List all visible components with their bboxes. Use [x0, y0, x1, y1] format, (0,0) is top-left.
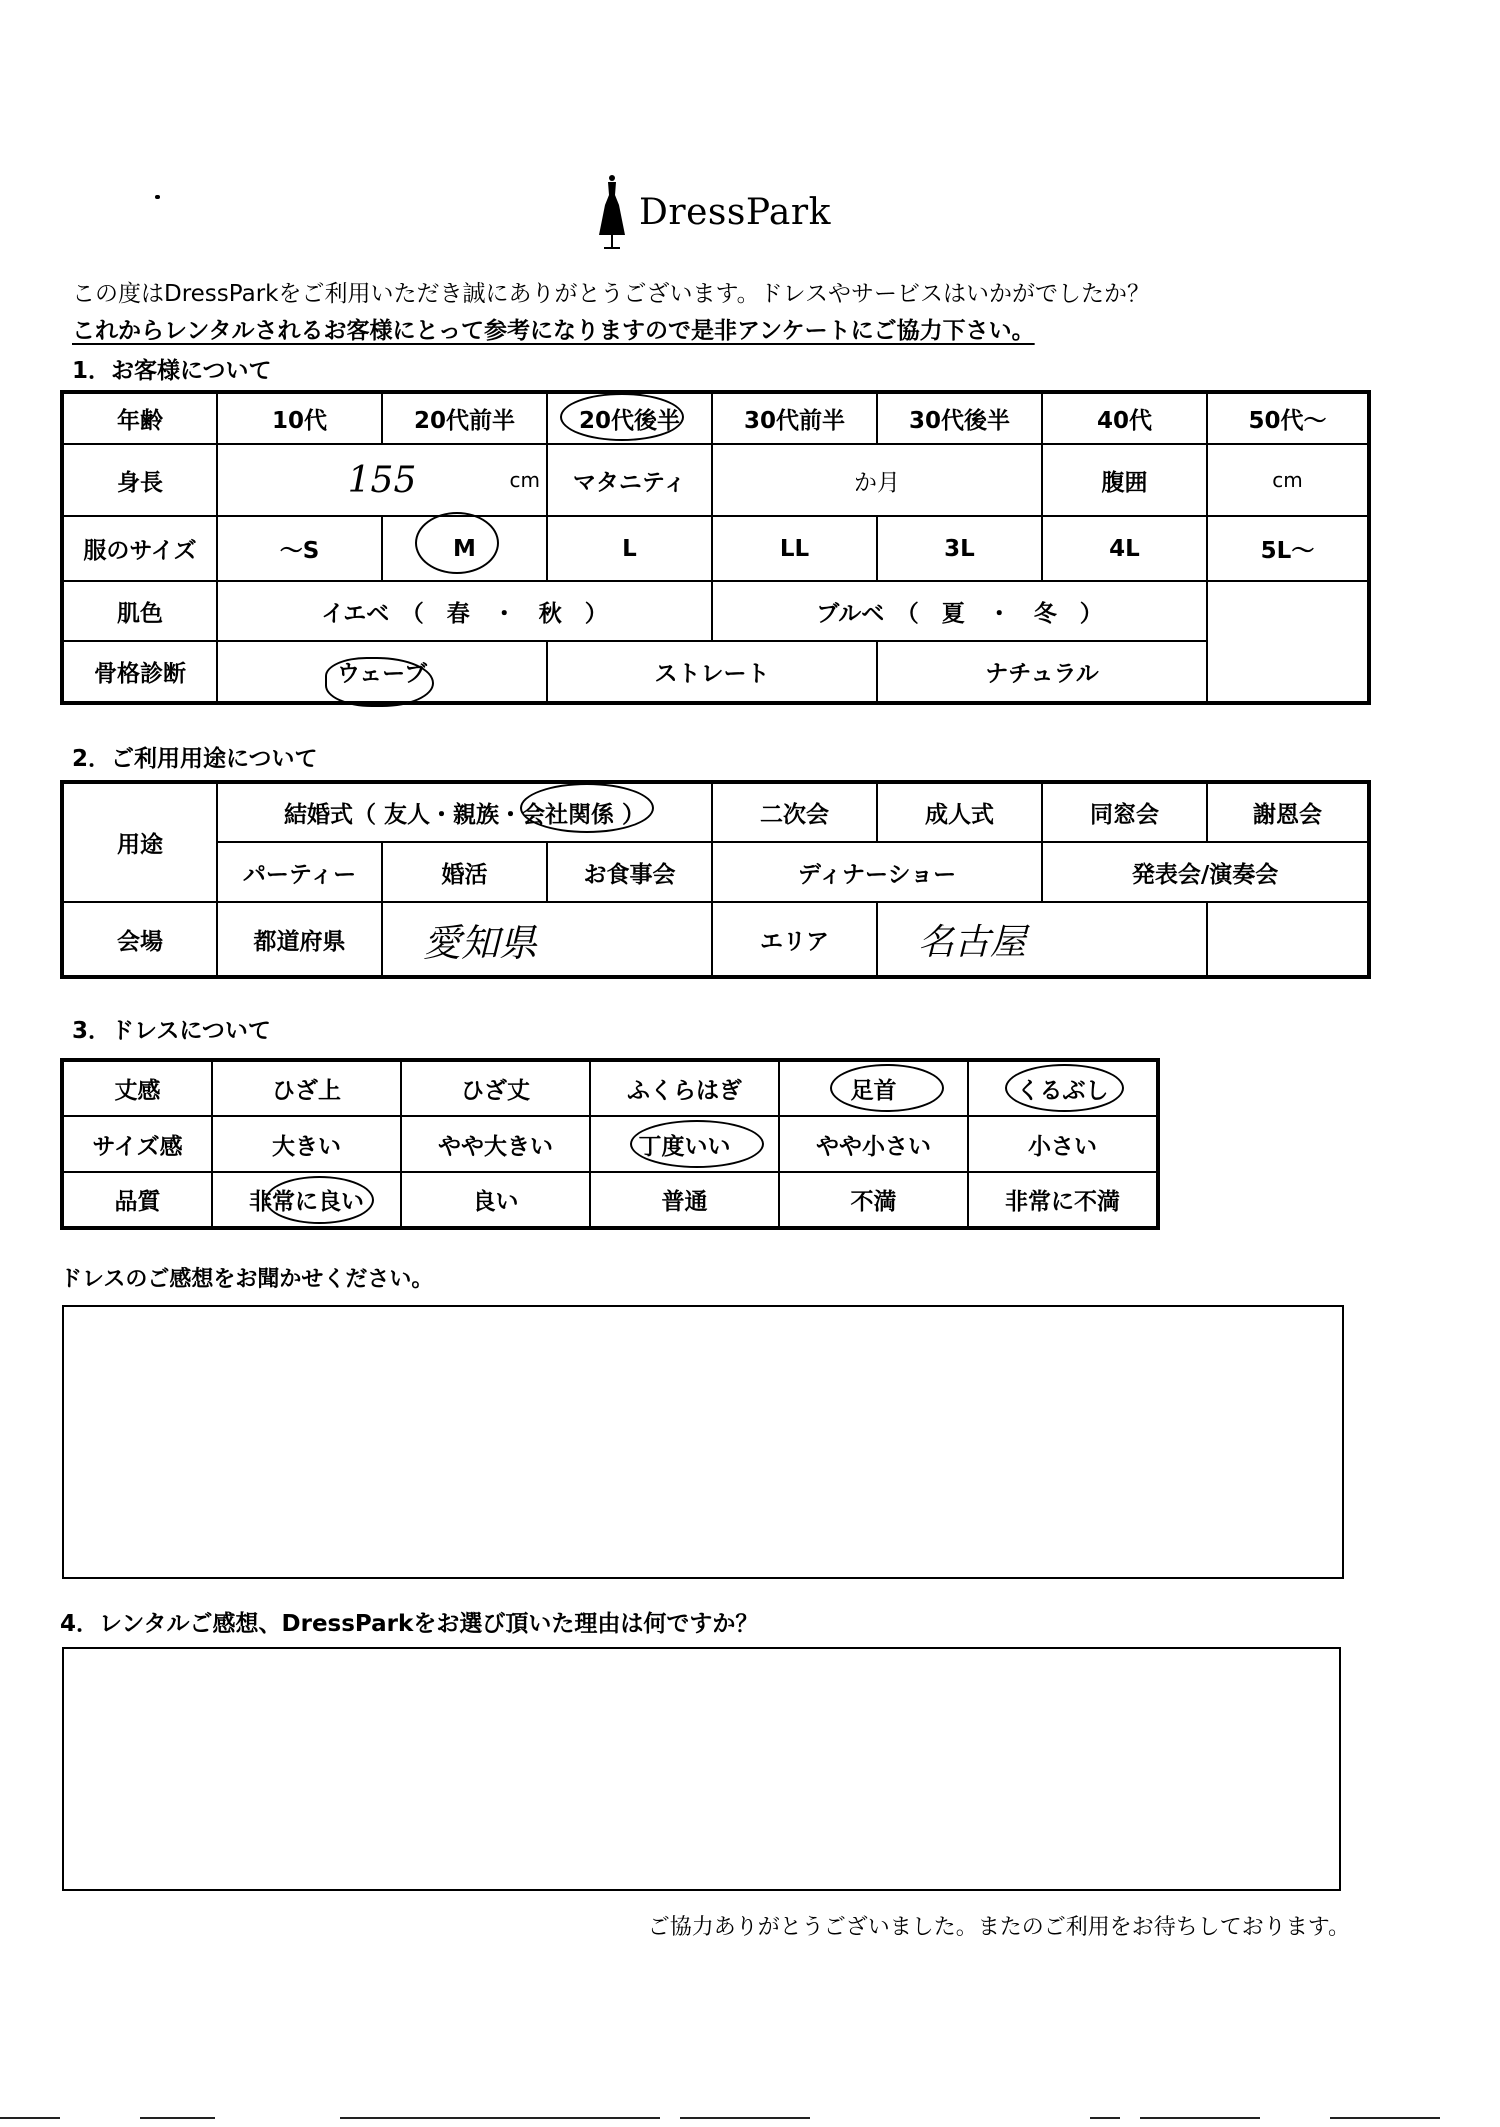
customer-table [60, 390, 1371, 705]
section1-title: 1．お客様について [72, 358, 272, 384]
purpose-option[interactable]: 謝恩会 [1207, 782, 1369, 842]
section2-title: 2．ご利用用途について [72, 746, 318, 772]
frame-option-selected[interactable]: ウェーブ [217, 641, 547, 703]
length-label: 丈感 [62, 1060, 212, 1116]
height-unit: cm [509, 468, 540, 492]
area-field[interactable] [877, 902, 1207, 977]
fit-option-selected[interactable]: 丁度いい [590, 1116, 779, 1172]
empty-cell [1207, 641, 1369, 703]
maternity-label: マタニティ [547, 444, 712, 516]
fit-option[interactable]: やや大きい [401, 1116, 590, 1172]
maternity-unit: か月 [854, 469, 900, 496]
size-option[interactable]: 3L [877, 516, 1042, 581]
scan-speck [155, 195, 160, 199]
waist-label: 腹囲 [1042, 444, 1207, 516]
section3-title: 3．ドレスについて [72, 1018, 271, 1044]
frame-option[interactable]: ストレート [547, 641, 877, 703]
reason-comment-box[interactable] [62, 1647, 1341, 1891]
wedding-option[interactable]: 結婚式（ 友人・親族・会社関係 ） [217, 782, 712, 842]
age-label: 年齢 [62, 392, 217, 444]
length-option[interactable]: ひざ上 [212, 1060, 401, 1116]
height-value: 155 [347, 459, 417, 501]
area-label: エリア [712, 902, 877, 977]
skin-blue-option[interactable]: ブルベ （ 夏 ・ 冬 ） [712, 581, 1207, 641]
prefecture-value: 愛知県 [423, 920, 538, 965]
age-option[interactable]: 50代～ [1207, 392, 1369, 444]
size-option[interactable]: LL [712, 516, 877, 581]
height-label: 身長 [62, 444, 217, 516]
maternity-field[interactable] [712, 444, 1042, 516]
age-option[interactable]: 10代 [217, 392, 382, 444]
quality-option[interactable]: 非常に不満 [968, 1172, 1158, 1228]
age-option[interactable]: 30代後半 [877, 392, 1042, 444]
size-option[interactable]: L [547, 516, 712, 581]
dress-table [60, 1058, 1160, 1230]
waist-unit: cm [1272, 468, 1303, 492]
size-option[interactable]: ～S [217, 516, 382, 581]
quality-option-selected[interactable]: 非常に良い [212, 1172, 401, 1228]
purpose-option[interactable]: パーティー [217, 842, 382, 902]
waist-field[interactable] [1207, 444, 1369, 516]
size-option[interactable]: 4L [1042, 516, 1207, 581]
purpose-option[interactable]: 発表会/演奏会 [1042, 842, 1369, 902]
size-option[interactable]: 5L～ [1207, 516, 1369, 581]
height-field[interactable] [217, 444, 547, 516]
scan-artifact [0, 2117, 60, 2119]
prefecture-field[interactable] [382, 902, 712, 977]
frame-option[interactable]: ナチュラル [877, 641, 1207, 703]
empty-cell [1207, 581, 1369, 641]
age-option[interactable]: 40代 [1042, 392, 1207, 444]
closing-message: ご協力ありがとうございました。またのご利用をお待ちしております。 [647, 1915, 1350, 1940]
quality-option[interactable]: 良い [401, 1172, 590, 1228]
quality-option[interactable]: 普通 [590, 1172, 779, 1228]
skin-yellow-option[interactable]: イエベ （ 春 ・ 秋 ） [217, 581, 712, 641]
scan-artifact [1090, 2117, 1120, 2119]
scan-artifact [140, 2117, 215, 2119]
dress-comment-box[interactable] [62, 1305, 1344, 1579]
purpose-option[interactable]: お食事会 [547, 842, 712, 902]
empty-cell [1207, 902, 1369, 977]
fit-label: サイズ感 [62, 1116, 212, 1172]
dress-icon [595, 173, 629, 253]
length-option[interactable]: ふくらはぎ [590, 1060, 779, 1116]
purpose-label: 用途 [62, 782, 217, 902]
fit-option[interactable]: 大きい [212, 1116, 401, 1172]
purpose-option[interactable]: 同窓会 [1042, 782, 1207, 842]
purpose-option[interactable]: ディナーショー [712, 842, 1042, 902]
age-option[interactable]: 30代前半 [712, 392, 877, 444]
fit-option[interactable]: やや小さい [779, 1116, 968, 1172]
length-option[interactable]: ひざ丈 [401, 1060, 590, 1116]
intro-text: この度はDressParkをご利用いただき誠にありがとうございます。ドレスやサービスはいかがでしたか？ [72, 281, 1150, 307]
area-value: 名古屋 [918, 921, 1027, 963]
purpose-option[interactable]: 二次会 [712, 782, 877, 842]
section4-title: 4．レンタルご感想、DressParkをお選び頂いた理由は何ですか？ [60, 1611, 759, 1637]
purpose-option[interactable]: 婚活 [382, 842, 547, 902]
venue-label: 会場 [62, 902, 217, 977]
usage-table [60, 780, 1371, 979]
age-option-selected[interactable]: 20代後半 [547, 392, 712, 444]
size-option-selected[interactable]: M [382, 516, 547, 581]
quality-option[interactable]: 不満 [779, 1172, 968, 1228]
fit-option[interactable]: 小さい [968, 1116, 1158, 1172]
size-label: 服のサイズ [62, 516, 217, 581]
prefecture-label: 都道府県 [217, 902, 382, 977]
frame-label: 骨格診断 [62, 641, 217, 703]
age-option[interactable]: 20代前半 [382, 392, 547, 444]
scan-artifact [340, 2117, 660, 2119]
length-option-selected[interactable]: 足首 [779, 1060, 968, 1116]
quality-label: 品質 [62, 1172, 212, 1228]
intro-request: これからレンタルされるお客様にとって参考になりますので是非アンケートにご協力下さい。 [72, 318, 1035, 344]
scan-artifact [1140, 2117, 1260, 2119]
scan-artifact [1330, 2117, 1440, 2119]
skin-label: 肌色 [62, 581, 217, 641]
comment-prompt: ドレスのご感想をお聞かせください。 [60, 1267, 434, 1292]
purpose-option[interactable]: 成人式 [877, 782, 1042, 842]
brand-name: DressPark [639, 192, 831, 233]
scan-artifact [680, 2117, 810, 2119]
brand-logo [595, 170, 835, 255]
length-option-selected[interactable]: くるぶし [968, 1060, 1158, 1116]
